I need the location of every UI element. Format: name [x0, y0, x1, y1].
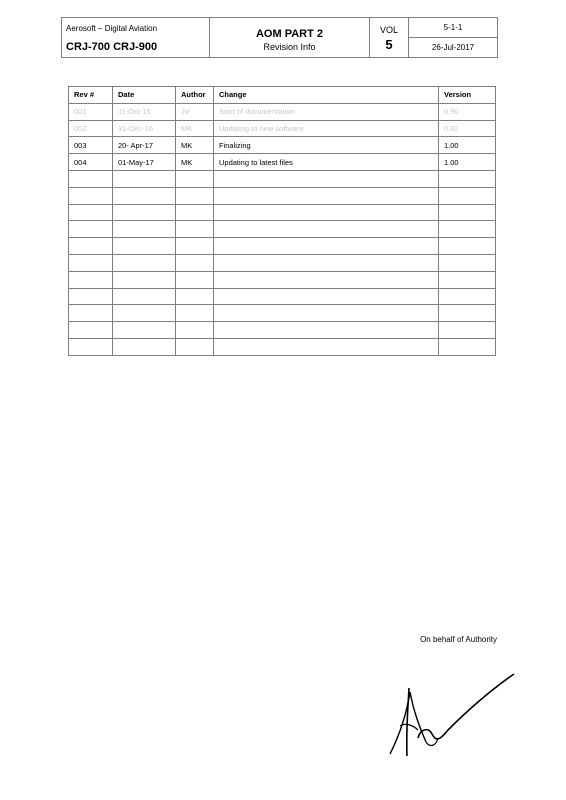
empty-cell: [113, 221, 176, 238]
revision-row: [69, 154, 496, 171]
organization-name: Aerosoft – Digital Aviation: [66, 24, 158, 33]
empty-cell: [176, 170, 214, 187]
empty-cell: [113, 338, 176, 355]
cell-date: 01-May-17: [113, 154, 176, 171]
revision-row: [69, 120, 496, 137]
empty-cell: [214, 221, 439, 238]
behalf-of-authority-text: On behalf of Authority: [420, 635, 497, 644]
document-date: 26-Jul-2017: [431, 43, 475, 52]
empty-cell: [69, 170, 113, 187]
blank-revision-row: [69, 187, 496, 204]
empty-cell: [214, 322, 439, 339]
column-header-change: Change: [214, 87, 439, 104]
empty-cell: [439, 238, 496, 255]
column-header-version: Version: [439, 87, 496, 104]
section-number: 5-1-1: [409, 18, 497, 38]
empty-cell: [214, 170, 439, 187]
cell-rev-number: 003: [69, 137, 113, 154]
column-header-rev: Rev #: [69, 87, 113, 104]
empty-cell: [69, 204, 113, 221]
blank-revision-row: [69, 288, 496, 305]
empty-cell: [439, 305, 496, 322]
cell-author: JV: [176, 103, 214, 120]
empty-cell: [113, 305, 176, 322]
cell-version: 1.00: [439, 154, 496, 171]
header-title-cell: [210, 18, 370, 58]
empty-cell: [214, 238, 439, 255]
cell-date: 20- Apr-17: [113, 137, 176, 154]
document-subtitle: Revision Info: [263, 41, 316, 52]
blank-revision-row: [69, 338, 496, 355]
blank-revision-row: [69, 170, 496, 187]
header-publisher-cell: [62, 18, 210, 58]
blank-revision-row: [69, 254, 496, 271]
empty-cell: [214, 204, 439, 221]
revision-row: [69, 137, 496, 154]
empty-cell: [113, 238, 176, 255]
column-header-author: Author: [176, 87, 214, 104]
volume-label: VOL: [379, 24, 398, 35]
empty-cell: [69, 221, 113, 238]
empty-cell: [439, 204, 496, 221]
empty-cell: [176, 322, 214, 339]
cell-change: Updating to latest files: [214, 154, 439, 171]
blank-revision-row: [69, 305, 496, 322]
cell-rev-number: 004: [69, 154, 113, 171]
cell-version: 1.00: [439, 137, 496, 154]
empty-cell: [176, 288, 214, 305]
empty-cell: [69, 305, 113, 322]
empty-cell: [69, 187, 113, 204]
empty-cell: [113, 271, 176, 288]
empty-cell: [69, 338, 113, 355]
cell-change: Start of documentation: [214, 103, 439, 120]
empty-cell: [176, 305, 214, 322]
cell-author: MK: [176, 137, 214, 154]
cell-author: MK: [176, 120, 214, 137]
cell-version: 0.90: [439, 103, 496, 120]
empty-cell: [214, 338, 439, 355]
empty-cell: [176, 204, 214, 221]
cell-rev-number: 002: [69, 120, 113, 137]
empty-cell: [439, 187, 496, 204]
empty-cell: [439, 221, 496, 238]
empty-cell: [113, 204, 176, 221]
revision-table: [68, 86, 496, 356]
empty-cell: [214, 288, 439, 305]
blank-revision-row: [69, 204, 496, 221]
revision-row: [69, 103, 496, 120]
empty-cell: [113, 254, 176, 271]
document-header: [61, 17, 498, 58]
empty-cell: [176, 254, 214, 271]
aircraft-models: CRJ-700 CRJ-900: [66, 41, 158, 53]
cell-date: 11-Oct-15: [113, 103, 176, 120]
empty-cell: [113, 288, 176, 305]
blank-revision-row: [69, 322, 496, 339]
empty-cell: [439, 338, 496, 355]
cell-change: Finalizing: [214, 137, 439, 154]
cell-rev-number: 001: [69, 103, 113, 120]
empty-cell: [113, 170, 176, 187]
empty-cell: [176, 221, 214, 238]
empty-cell: [214, 187, 439, 204]
empty-cell: [439, 288, 496, 305]
revision-table-body: [69, 103, 496, 355]
empty-cell: [69, 254, 113, 271]
volume-number: 5: [385, 36, 393, 52]
empty-cell: [176, 271, 214, 288]
revision-table-header: [69, 87, 496, 104]
empty-cell: [176, 238, 214, 255]
blank-revision-row: [69, 271, 496, 288]
empty-cell: [439, 170, 496, 187]
empty-cell: [214, 271, 439, 288]
empty-cell: [113, 322, 176, 339]
empty-cell: [113, 187, 176, 204]
cell-date: 31-Dec-16: [113, 120, 176, 137]
empty-cell: [69, 271, 113, 288]
empty-cell: [176, 187, 214, 204]
blank-revision-row: [69, 238, 496, 255]
empty-cell: [439, 254, 496, 271]
empty-cell: [69, 238, 113, 255]
empty-cell: [69, 322, 113, 339]
signature-image: [388, 668, 518, 760]
column-header-date: Date: [113, 87, 176, 104]
cell-version: 0.92: [439, 120, 496, 137]
document-title: AOM PART 2: [255, 27, 324, 40]
empty-cell: [214, 305, 439, 322]
blank-revision-row: [69, 221, 496, 238]
header-volume-cell: [370, 18, 409, 58]
empty-cell: [214, 254, 439, 271]
empty-cell: [439, 322, 496, 339]
empty-cell: [176, 338, 214, 355]
cell-author: MK: [176, 154, 214, 171]
header-meta-cell: [409, 18, 498, 58]
empty-cell: [439, 271, 496, 288]
cell-change: Updating to new software: [214, 120, 439, 137]
empty-cell: [69, 288, 113, 305]
